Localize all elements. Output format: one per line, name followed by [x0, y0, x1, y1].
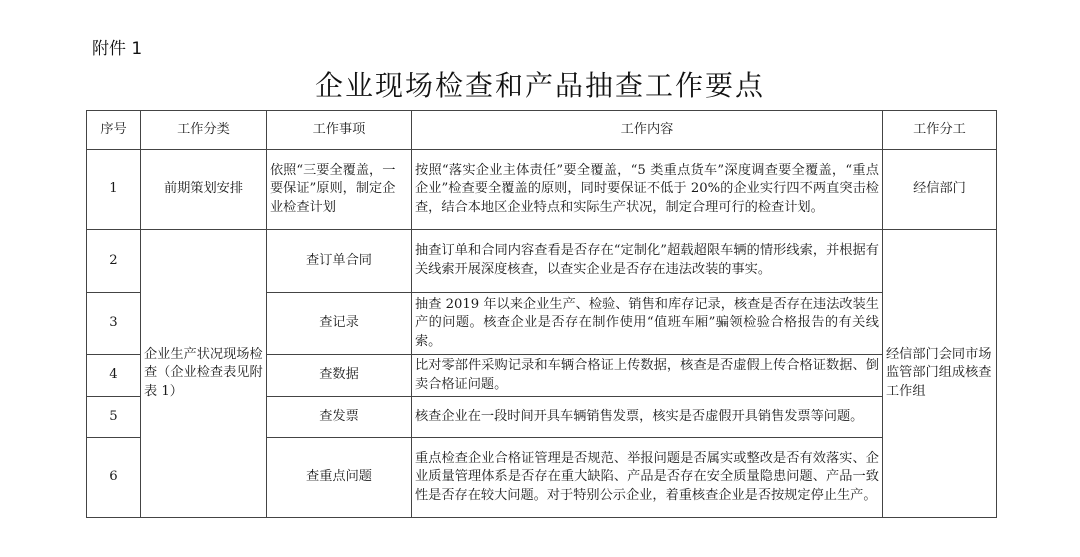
row-content: 重点检查企业合格证管理是否规范、举报问题是否属实或整改是否有效落实、企业质量管理体系是否存在重大缺陷、产品是否存在安全质量隐患问题、产品一致性是否存在较大问题。对于特别公示企业，着重核查企业是否按规定停止生产。 — [412, 438, 883, 518]
row-content: 按照“落实企业主体责任”要全覆盖，“5 类重点货车”深度调查要全覆盖，“重点企业”检查要全覆盖的原则，同时要保证不低于 20%的企业实行四不两直突击检查，结合本地区企业特点和实际生产状况，制定合理可行的检查计划。 — [412, 150, 883, 230]
header-no: 序号 — [87, 111, 141, 150]
row-division: 经信部门会同市场监管部门组成核查工作组 — [883, 230, 997, 518]
row-content: 抽查 2019 年以来企业生产、检验、销售和库存记录，核查是否存在违法改装生产的问题。核查企业是否存在制作使用“值班车厢”骗领检验合格报告的有关线索。 — [412, 293, 883, 355]
row-no: 5 — [87, 397, 141, 438]
row-item: 查记录 — [267, 293, 412, 355]
row-content: 抽查订单和合同内容查看是否存在“定制化”超载超限车辆的情形线索，并根据有关线索开展深度核查，以查实企业是否存在违法改装的事实。 — [412, 230, 883, 293]
row-item: 查重点问题 — [267, 438, 412, 518]
page-title: 企业现场检查和产品抽查工作要点 — [314, 69, 765, 102]
row-content: 比对零部件采购记录和车辆合格证上传数据，核查是否虚假上传合格证数据、倒卖合格证问题。 — [412, 355, 883, 397]
header-division: 工作分工 — [883, 111, 997, 150]
row-item: 依照“三要全覆盖，一要保证”原则，制定企业检查计划 — [267, 150, 412, 230]
row-item: 查订单合同 — [267, 230, 412, 293]
table-row — [87, 230, 997, 293]
row-content: 核查企业在一段时间开具车辆销售发票，核实是否虚假开具销售发票等问题。 — [412, 397, 883, 438]
row-no: 4 — [87, 355, 141, 397]
row-no: 2 — [87, 230, 141, 293]
row-category: 前期策划安排 — [141, 150, 267, 230]
row-no: 6 — [87, 438, 141, 518]
row-category: 企业生产状况现场检查（企业检查表见附表 1） — [141, 230, 267, 518]
row-item: 查数据 — [267, 355, 412, 397]
row-division: 经信部门 — [883, 150, 997, 230]
row-no: 3 — [87, 293, 141, 355]
row-no: 1 — [87, 150, 141, 230]
row-item: 查发票 — [267, 397, 412, 438]
attachment-label: 附件 1 — [92, 39, 143, 59]
inspection-table — [86, 110, 997, 518]
table-header-row — [87, 111, 997, 150]
header-category: 工作分类 — [141, 111, 267, 150]
header-item: 工作事项 — [267, 111, 412, 150]
header-content: 工作内容 — [412, 111, 883, 150]
table-row — [87, 150, 997, 230]
